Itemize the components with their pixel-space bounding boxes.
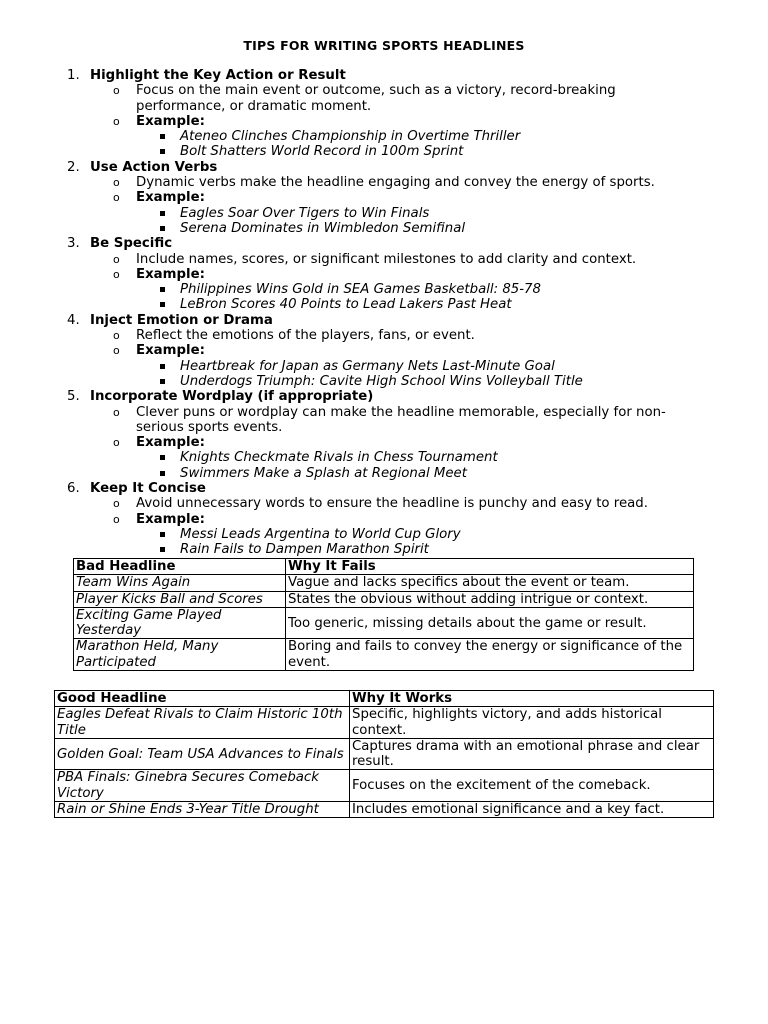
reason-cell: Focuses on the excitement of the comeback. <box>350 770 714 802</box>
table-row <box>55 738 714 770</box>
example-label: o Example: <box>113 266 205 282</box>
tip-item <box>62 160 702 236</box>
reason-cell: Specific, highlights victory, and adds historical context. <box>350 707 714 739</box>
tip-item <box>62 389 702 481</box>
square-bullet-icon <box>160 379 165 384</box>
tip-title: Be Specific <box>90 236 173 252</box>
circle-bullet-icon: o <box>113 191 120 205</box>
table-row <box>74 639 694 671</box>
example-headline: Rain Fails to Dampen Marathon Spirit <box>180 542 702 557</box>
tip-number: 2. <box>67 159 80 175</box>
square-bullet-icon <box>160 226 165 231</box>
example-headline: Philippines Wins Gold in SEA Games Basketball: 85-78 <box>180 282 702 297</box>
headline-cell: Player Kicks Ball and Scores <box>74 591 286 607</box>
square-bullet-icon <box>160 471 165 476</box>
tip-item <box>62 236 702 312</box>
table-header-cell: Why It Fails <box>286 559 694 575</box>
example-label: o Example: <box>113 190 205 206</box>
example-label: o Example: <box>113 343 205 359</box>
tip-title: Use Action Verbs <box>90 159 218 175</box>
reason-cell: Too generic, missing details about the game or result. <box>286 607 694 639</box>
table-row <box>74 575 694 591</box>
table-header-cell: Good Headline <box>55 691 350 707</box>
table-header-cell: Bad Headline <box>74 559 286 575</box>
headline-cell: Marathon Held, Many Participated <box>74 639 286 671</box>
square-bullet-icon <box>160 149 165 154</box>
table-row <box>74 591 694 607</box>
tip-title: Highlight the Key Action or Result <box>90 68 346 83</box>
tip-item <box>62 313 702 389</box>
tip-title: Inject Emotion or Drama <box>90 312 273 328</box>
table-row <box>55 802 714 818</box>
tip-number: 6. <box>67 481 80 497</box>
headline-cell: Rain or Shine Ends 3-Year Title Drought <box>55 802 350 818</box>
bad-headlines-table <box>73 558 694 671</box>
tip-number: 4. <box>67 312 80 328</box>
reason-cell: Vague and lacks specifics about the event or team. <box>286 575 694 591</box>
square-bullet-icon <box>160 455 165 460</box>
headline-cell: PBA Finals: Ginebra Secures Comeback Victory <box>55 770 350 802</box>
good-headlines-table <box>54 690 714 818</box>
example-headline: Eagles Soar Over Tigers to Win Finals <box>180 206 702 221</box>
example-headline: Swimmers Make a Splash at Regional Meet <box>180 466 702 481</box>
square-bullet-icon <box>160 532 165 537</box>
circle-bullet-icon: o <box>113 512 120 526</box>
circle-bullet-icon: o <box>113 497 120 511</box>
tip-description: o Include names, scores, or significant milestones to add clarity and context. <box>113 251 637 267</box>
tip-description: o Clever puns or wordplay can make the headline memorable, especially for non-serious sports events. <box>113 404 666 435</box>
tip-number: 5. <box>67 389 80 405</box>
tip-description: o Avoid unnecessary words to ensure the headline is punchy and easy to read. <box>113 496 648 512</box>
square-bullet-icon <box>160 211 165 216</box>
tip-number: 3. <box>67 236 80 252</box>
table-header-row <box>74 559 694 575</box>
tip-title: Incorporate Wordplay (if appropriate) <box>90 389 374 405</box>
tip-description: o Reflect the emotions of the players, fans, or event. <box>113 328 475 344</box>
circle-bullet-icon: o <box>113 329 120 343</box>
reason-cell: Boring and fails to convey the energy or significance of the event. <box>286 639 694 671</box>
square-bullet-icon <box>160 302 165 307</box>
headline-cell: Team Wins Again <box>74 575 286 591</box>
example-headline: Bolt Shatters World Record in 100m Sprint <box>180 144 702 159</box>
circle-bullet-icon: o <box>113 267 120 281</box>
reason-cell: Includes emotional significance and a key fact. <box>350 802 714 818</box>
square-bullet-icon <box>160 364 165 369</box>
circle-bullet-icon: o <box>113 436 120 450</box>
square-bullet-icon <box>160 287 165 292</box>
table-header-row <box>55 691 714 707</box>
page-title: TIPS FOR WRITING SPORTS HEADLINES <box>243 38 525 53</box>
tip-title: Keep It Concise <box>90 481 206 497</box>
reason-cell: Captures drama with an emotional phrase and clear result. <box>350 738 714 770</box>
example-label: o Example: <box>113 113 205 129</box>
example-headline: Knights Checkmate Rivals in Chess Tournament <box>180 450 702 465</box>
circle-bullet-icon: o <box>113 114 120 128</box>
tip-description: o Dynamic verbs make the headline engaging and convey the energy of sports. <box>113 175 655 191</box>
square-bullet-icon <box>160 547 165 552</box>
square-bullet-icon <box>160 134 165 139</box>
headline-cell: Golden Goal: Team USA Advances to Finals <box>55 738 350 770</box>
circle-bullet-icon: o <box>113 252 120 266</box>
example-headline: Messi Leads Argentina to World Cup Glory <box>180 527 702 542</box>
table-row <box>55 707 714 739</box>
circle-bullet-icon: o <box>113 84 120 98</box>
tip-number: 1. <box>67 68 80 83</box>
example-headline: Underdogs Triumph: Cavite High School Wins Volleyball Title <box>180 374 702 389</box>
table-row <box>55 770 714 802</box>
reason-cell: States the obvious without adding intrigue or context. <box>286 591 694 607</box>
table-header-cell: Why It Works <box>350 691 714 707</box>
example-label: o Example: <box>113 435 205 451</box>
example-headline: Ateneo Clinches Championship in Overtime Thriller <box>180 129 702 144</box>
example-headline: Heartbreak for Japan as Germany Nets Last-Minute Goal <box>180 359 702 374</box>
headline-cell: Eagles Defeat Rivals to Claim Historic 10th Title <box>55 707 350 739</box>
example-headline: LeBron Scores 40 Points to Lead Lakers Past Heat <box>180 297 702 312</box>
table-row <box>74 607 694 639</box>
circle-bullet-icon: o <box>113 176 120 190</box>
example-label: o Example: <box>113 511 205 527</box>
tip-description: o Focus on the main event or outcome, such as a victory, record-breaking performance, or dramatic moment. <box>113 83 616 114</box>
tips-list <box>62 68 702 558</box>
headline-cell: Exciting Game Played Yesterday <box>74 607 286 639</box>
example-headline: Serena Dominates in Wimbledon Semifinal <box>180 221 702 236</box>
tip-item <box>62 481 702 557</box>
circle-bullet-icon: o <box>113 344 120 358</box>
tip-item <box>62 68 702 160</box>
circle-bullet-icon: o <box>113 405 120 419</box>
